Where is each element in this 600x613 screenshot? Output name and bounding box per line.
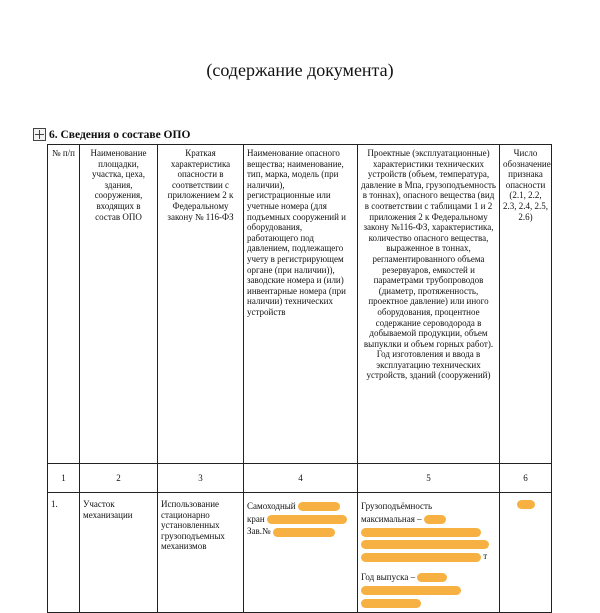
redaction-mark: [273, 528, 335, 537]
redaction-mark: [361, 540, 489, 549]
section-heading-text: 6. Сведения о составе ОПО: [49, 128, 191, 141]
substance-text: Самоходный: [247, 501, 296, 511]
row-site: Участок механизации: [80, 493, 158, 613]
redaction-mark: [298, 502, 340, 511]
column-number: 5: [358, 464, 500, 493]
header-cell-site: Наименование площадки, участка, цеха, здания, сооружения, входящих в состав ОПО: [80, 145, 158, 464]
header-cell-sign: Число обозначение признака опасности (2.1, 2.2, 2.3, 2.4, 2.5, 2.6): [500, 145, 552, 464]
column-number: 4: [244, 464, 358, 493]
redaction-mark: [361, 528, 481, 537]
table-move-handle-icon[interactable]: [33, 128, 46, 141]
table-row: [48, 493, 552, 613]
redaction-mark: [361, 586, 461, 595]
column-number: 1: [48, 464, 80, 493]
row-specs: [358, 493, 500, 613]
redaction-mark: [361, 553, 481, 562]
header-cell-number: № п/п: [48, 145, 80, 464]
redaction-mark: [417, 573, 447, 582]
column-number: 3: [158, 464, 244, 493]
substance-text: кран: [247, 513, 265, 524]
column-number: 2: [80, 464, 158, 493]
row-number: 1.: [48, 493, 80, 613]
specs-text: максимальная –: [361, 513, 422, 524]
document-title: (содержание документа): [206, 60, 394, 80]
specs-text: Год выпуска –: [361, 571, 416, 582]
header-cell-specs: Проектные (эксплуатационные) характеристики технических устройств (объем, температура, давление в Мпа, грузоподъемность в тоннах), опасного вещества (вид в соответствии с таблицами 1 и 2 приложения 2 к Федеральному закону №116-ФЗ, характеристика, количество опасного вещества, выраженное в тоннах, регламентированного объема резервуаров, емкостей и параметрами трубопроводов (диаметр, протяженность, проектное давление) или иного оборудования, процентное содержание сероводорода в добываемой продукции, объем выпуклки и объем горных работ). Год изготовления и ввода в эксплуатацию технических устройств, зданий (сооружений): [358, 145, 500, 464]
redaction-mark: [267, 515, 347, 524]
column-number: 6: [500, 464, 552, 493]
row-substance: [244, 493, 358, 613]
redaction-mark: [424, 515, 446, 524]
substance-text: Зав.№: [247, 526, 271, 537]
specs-text: т: [483, 551, 488, 562]
specs-text: Грузоподъёмность: [361, 501, 433, 511]
row-sign: [500, 493, 552, 613]
table-header-row: [48, 145, 552, 464]
header-cell-substance: Наименование опасного вещества; наименование, тип, марка, модель (при наличии), регистрационные или учетные номера (для подъемных сооружений и оборудования, работающего под давлением, подлежащего учету в регистрирующем органе (при наличии)), заводские номера и (или) инвентарные номера (при наличии) технических устройств: [244, 145, 358, 464]
section-heading: [33, 128, 190, 141]
row-hazard: Использование стационарно установленных грузоподъемных механизмов: [158, 493, 244, 613]
column-number-row: [48, 464, 552, 493]
redaction-mark: [517, 500, 535, 509]
opo-composition-table: [47, 144, 552, 613]
header-cell-hazard: Краткая характеристика опасности в соответствии с приложением 2 к Федеральному закону № 116-ФЗ: [158, 145, 244, 464]
